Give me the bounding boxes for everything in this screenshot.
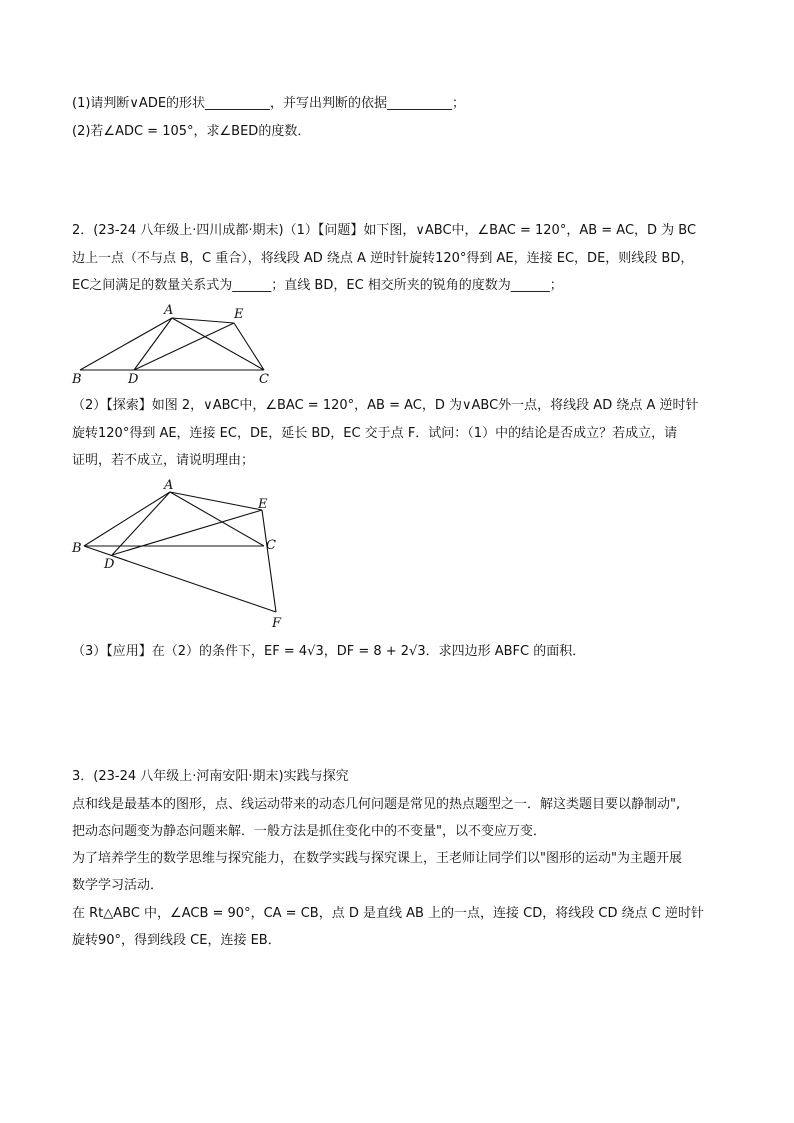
q1-part2: (2)若∠ADC = 105°，求∠BED的度数． — [72, 124, 311, 139]
fig1-label-a: A — [164, 303, 174, 318]
fig2-label-b: B — [72, 541, 82, 556]
q3-line5: 数学学习活动． — [72, 878, 164, 893]
q1-part1: (1)请判断∨ADE的形状__________，并写出判断的依据__________； — [72, 96, 466, 111]
fig1-label-b: B — [72, 372, 82, 387]
q2-problem-line3: EC之间满足的数量关系式为______；直线 BD，EC 相交所夹的锐角的度数为______； — [72, 278, 563, 293]
q3-heading: 3．(23-24 八年级上·河南安阳·期末)实践与探究 — [72, 769, 349, 784]
q3-line4: 为了培养学生的数学思维与探究能力，在数学实践与探究课上，王老师让同学们以"图形的运动"为主题开展 — [72, 851, 682, 866]
fig1-label-c: C — [259, 372, 269, 387]
fig2-label-c: C — [266, 538, 276, 553]
figure-2-lines — [84, 492, 276, 612]
q2-explore-line2: 旋转120°得到 AE，连接 EC，DE，延长 BD，EC 交于点 F．试问：（1）中的结论是否成立？若成立，请 — [72, 426, 678, 441]
q3-line6: 在 Rt△ABC 中，∠ACB = 90°，CA = CB，点 D 是直线 AB 上的一点，连接 CD，将线段 CD 绕点 C 逆时针 — [72, 906, 704, 921]
q2-explore-line3: 证明，若不成立，请说明理由； — [72, 453, 255, 468]
q2-problem-line2: 边上一点（不与点 B，C 重合），将线段 AD 绕点 A 逆时针旋转120°得到 AE，连接 EC，DE，则线段 BD， — [72, 251, 694, 266]
q3-line2: 点和线是最基本的图形，点、线运动带来的动态几何问题是常见的热点题型之一．解这类题目要以静制动", — [72, 797, 681, 812]
q2-explore-line1: （2）【探索】如图 2，∨ABC中，∠BAC = 120°，AB = AC，D 为∨ABC外一点，将线段 AD 绕点 A 逆时针 — [72, 398, 699, 413]
fig2-label-e: E — [258, 497, 268, 512]
q3-line7: 旋转90°，得到线段 CE，连接 EB． — [72, 933, 281, 948]
q2-apply-line: （3）【应用】在（2）的条件下，EF = 4√3，DF = 8 + 2√3．求四边形 ABFC 的面积． — [72, 644, 586, 659]
fig1-label-d: D — [128, 372, 139, 387]
fig1-label-e: E — [234, 307, 244, 322]
fig2-label-f: F — [272, 616, 282, 631]
q2-problem-line1: 2．(23-24 八年级上·四川成都·期末)（1）【问题】如下图，∨ABC中，∠BAC = 120°，AB = AC，D 为 BC — [72, 223, 697, 238]
fig2-label-d: D — [104, 557, 115, 572]
fig2-label-a: A — [164, 478, 174, 493]
q3-line3: 把动态问题变为静态问题来解．一般方法是抓住变化中的不变量"，以不变应万变． — [72, 824, 546, 839]
